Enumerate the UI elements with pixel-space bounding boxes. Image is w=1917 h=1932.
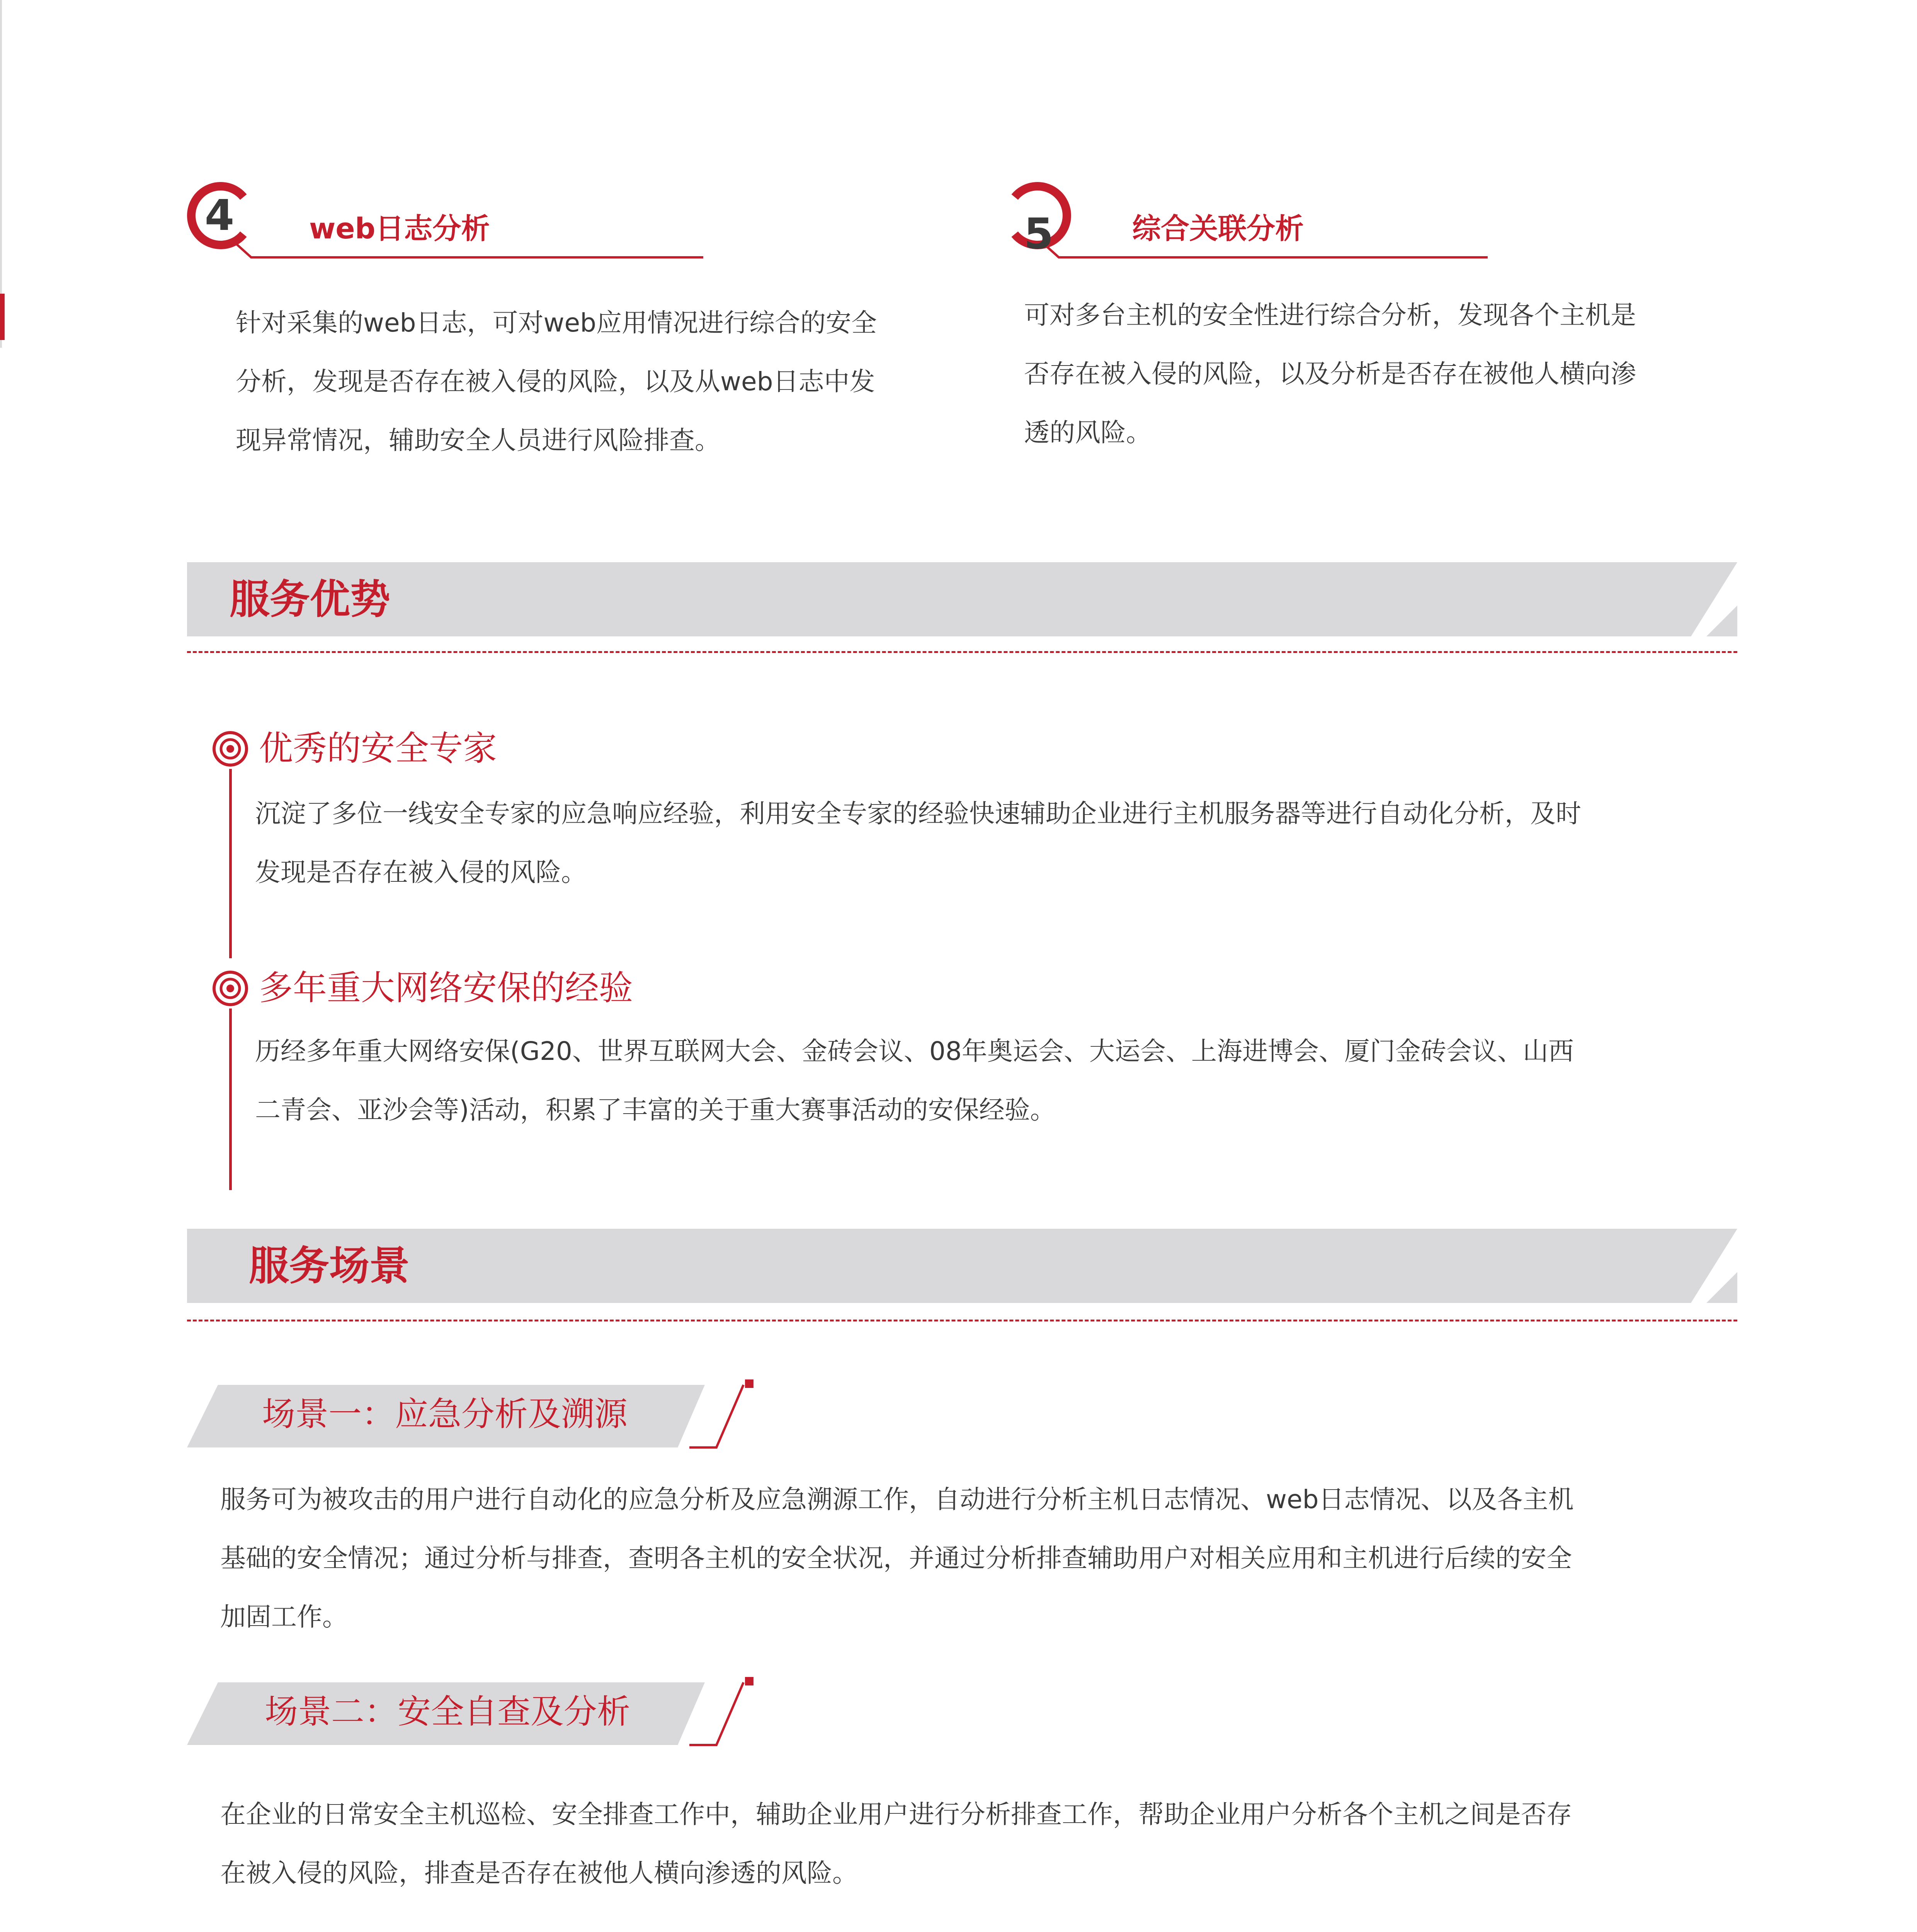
heading-underline bbox=[1043, 243, 1492, 259]
text-line: 现异常情况，辅助安全人员进行风险排查。 bbox=[236, 425, 720, 455]
feature-description bbox=[1024, 286, 1636, 462]
section-header-scenarios bbox=[187, 1229, 1737, 1303]
advantage-description bbox=[255, 1022, 1574, 1139]
feature-number: 5 bbox=[1024, 209, 1054, 259]
advantage-description bbox=[255, 784, 1581, 902]
corner-slash-icon bbox=[1691, 1229, 1737, 1303]
advantage-title: 优秀的安全专家 bbox=[259, 728, 497, 768]
text-line: 二青会、亚沙会等)活动，积累了丰富的关于重大赛事活动的安保经验。 bbox=[255, 1095, 1056, 1125]
section-title: 服务场景 bbox=[249, 1242, 410, 1289]
scenario-description bbox=[220, 1785, 1572, 1903]
text-line: 在被入侵的风险，排查是否存在被他人横向渗透的风险。 bbox=[220, 1858, 858, 1888]
text-line: 服务可为被攻击的用户进行自动化的应急分析及应急溯源工作，自动进行分析主机日志情况、web日志情况、以及各主机 bbox=[220, 1485, 1574, 1514]
text-line: 沉淀了多位一线安全专家的应急响应经验，利用安全专家的经验快速辅助企业进行主机服务器等进行自动化分析，及时 bbox=[255, 799, 1581, 828]
text-line: 历经多年重大网络安保(G20、世界互联网大会、金砖会议、08年奥运会、大运会、上海进博会、厦门金砖会议、山西 bbox=[255, 1036, 1574, 1066]
text-line: 透的风险。 bbox=[1024, 418, 1152, 447]
text-line: 基础的安全情况；通过分析与排查，查明各主机的安全状况，并通过分析排查辅助用户对相关应用和主机进行后续的安全 bbox=[220, 1543, 1572, 1573]
target-circle-icon bbox=[212, 970, 249, 1007]
scenario-title: 场景二：安全自查及分析 bbox=[265, 1692, 630, 1731]
section-divider bbox=[187, 1320, 1737, 1321]
feature-5 bbox=[1005, 182, 1797, 460]
corner-slash-icon bbox=[1691, 562, 1737, 636]
feature-description bbox=[236, 294, 877, 470]
section-header-advantages bbox=[187, 562, 1737, 636]
text-line: 在企业的日常安全主机巡检、安全排查工作中，辅助企业用户进行分析排查工作，帮助企业用户分析各个主机之间是否存 bbox=[220, 1799, 1572, 1829]
scenario-description bbox=[220, 1470, 1573, 1646]
text-line: 加固工作。 bbox=[220, 1602, 348, 1632]
section-divider bbox=[187, 651, 1737, 653]
text-line: 分析，发现是否存在被入侵的风险，以及从web日志中发 bbox=[236, 367, 875, 396]
timeline-line bbox=[229, 1009, 232, 1190]
section-title: 服务优势 bbox=[230, 576, 391, 623]
text-line: 可对多台主机的安全性进行综合分析，发现各个主机是 bbox=[1024, 300, 1636, 330]
text-line: 否存在被入侵的风险，以及分析是否存在被他人横向渗 bbox=[1024, 359, 1636, 389]
feature-title: 综合关联分析 bbox=[1132, 212, 1304, 245]
feature-number: 4 bbox=[204, 190, 235, 240]
feature-title: web日志分析 bbox=[309, 212, 490, 245]
heading-underline bbox=[236, 243, 707, 259]
scenario-title: 场景一：应急分析及溯源 bbox=[262, 1395, 628, 1434]
text-line: 针对采集的web日志，可对web应用情况进行综合的安全 bbox=[236, 308, 877, 338]
text-line: 发现是否存在被入侵的风险。 bbox=[255, 857, 587, 887]
page-edge-marker bbox=[0, 294, 5, 340]
target-circle-icon bbox=[212, 730, 249, 767]
timeline-line bbox=[229, 769, 232, 958]
feature-4 bbox=[185, 182, 978, 460]
advantage-title: 多年重大网络安保的经验 bbox=[259, 968, 633, 1008]
